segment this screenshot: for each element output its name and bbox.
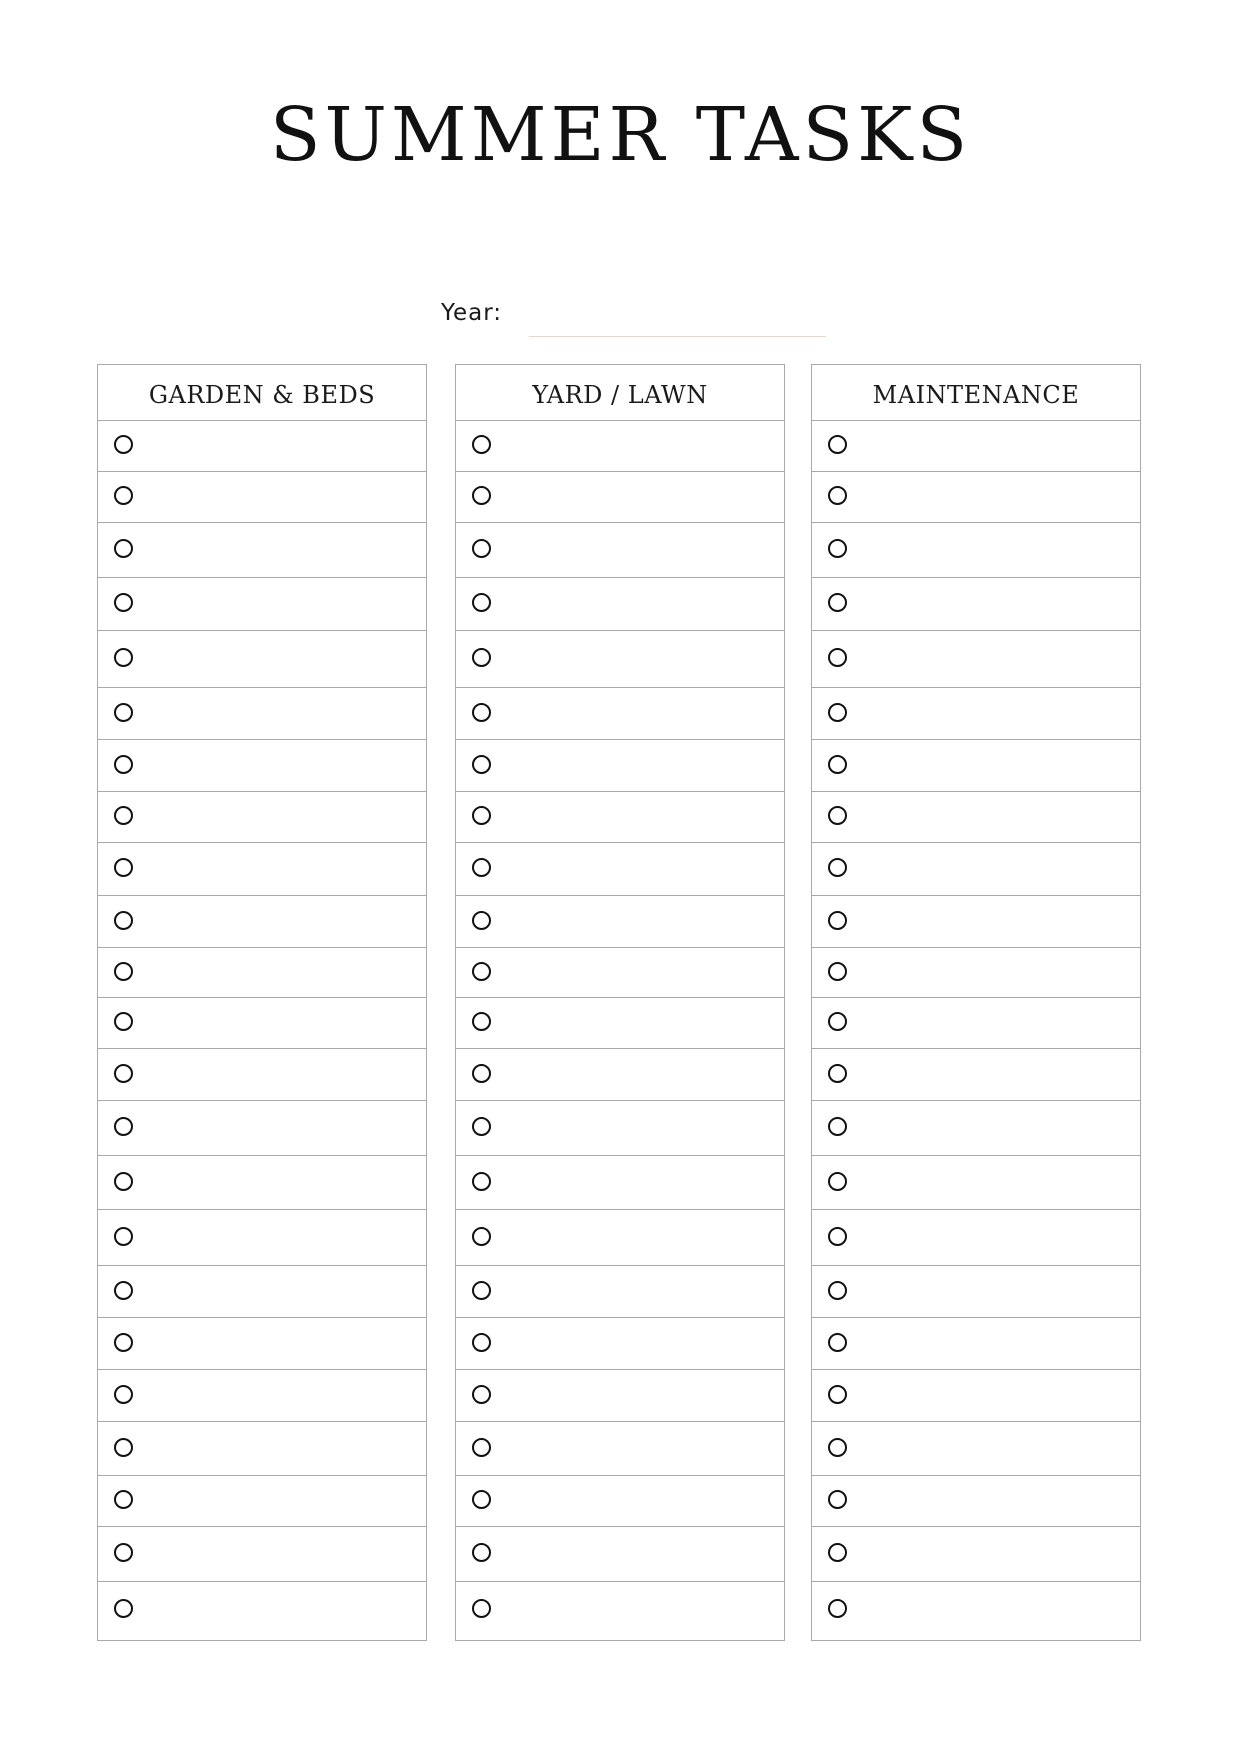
circle-checkbox-icon[interactable]	[828, 1438, 847, 1457]
circle-checkbox-icon[interactable]	[114, 755, 133, 774]
circle-checkbox-icon[interactable]	[472, 1012, 491, 1031]
circle-checkbox-icon[interactable]	[472, 593, 491, 612]
task-row[interactable]	[812, 578, 1140, 631]
task-list	[812, 421, 1140, 1638]
circle-checkbox-icon[interactable]	[828, 1012, 847, 1031]
task-row[interactable]	[812, 523, 1140, 578]
circle-checkbox-icon[interactable]	[114, 1012, 133, 1031]
task-row[interactable]	[98, 1266, 426, 1318]
circle-checkbox-icon[interactable]	[472, 1385, 491, 1404]
task-row[interactable]	[456, 1049, 784, 1101]
task-row[interactable]	[812, 1422, 1140, 1476]
task-row[interactable]	[98, 1156, 426, 1210]
task-row[interactable]	[98, 421, 426, 472]
circle-checkbox-icon[interactable]	[472, 1064, 491, 1083]
page-title: SUMMER TASKS	[269, 92, 972, 178]
circle-checkbox-icon[interactable]	[114, 962, 133, 981]
circle-checkbox-icon[interactable]	[472, 539, 491, 558]
circle-checkbox-icon[interactable]	[828, 755, 847, 774]
task-row[interactable]	[456, 1476, 784, 1527]
circle-checkbox-icon[interactable]	[472, 1172, 491, 1191]
task-row[interactable]	[98, 896, 426, 948]
task-row[interactable]	[812, 1582, 1140, 1638]
task-row[interactable]	[812, 688, 1140, 740]
task-row[interactable]	[456, 1370, 784, 1422]
circle-checkbox-icon[interactable]	[114, 648, 133, 667]
task-row[interactable]	[98, 1582, 426, 1638]
task-row[interactable]	[456, 948, 784, 998]
task-row[interactable]	[98, 792, 426, 843]
circle-checkbox-icon[interactable]	[472, 806, 491, 825]
task-list	[98, 421, 426, 1638]
column-yard-lawn	[455, 364, 785, 1641]
task-row[interactable]	[456, 1318, 784, 1370]
task-row[interactable]	[456, 1156, 784, 1210]
column-heading: MAINTENANCE	[812, 365, 1140, 421]
task-row[interactable]	[812, 998, 1140, 1049]
circle-checkbox-icon[interactable]	[114, 1490, 133, 1509]
task-row[interactable]	[98, 948, 426, 998]
circle-checkbox-icon[interactable]	[828, 648, 847, 667]
circle-checkbox-icon[interactable]	[114, 1281, 133, 1300]
task-row[interactable]	[456, 792, 784, 843]
task-row[interactable]	[98, 1210, 426, 1266]
circle-checkbox-icon[interactable]	[828, 962, 847, 981]
task-row[interactable]	[98, 998, 426, 1049]
circle-checkbox-icon[interactable]	[828, 435, 847, 454]
task-row[interactable]	[456, 843, 784, 896]
task-row[interactable]	[812, 631, 1140, 688]
circle-checkbox-icon[interactable]	[828, 539, 847, 558]
circle-checkbox-icon[interactable]	[472, 435, 491, 454]
task-row[interactable]	[812, 1476, 1140, 1527]
circle-checkbox-icon[interactable]	[114, 1227, 133, 1246]
task-row[interactable]	[98, 740, 426, 792]
circle-checkbox-icon[interactable]	[828, 1117, 847, 1136]
task-row[interactable]	[456, 998, 784, 1049]
task-row[interactable]	[812, 421, 1140, 472]
year-field[interactable]	[529, 336, 826, 337]
circle-checkbox-icon[interactable]	[828, 593, 847, 612]
circle-checkbox-icon[interactable]	[472, 1281, 491, 1300]
task-row[interactable]	[456, 578, 784, 631]
task-row[interactable]	[98, 843, 426, 896]
circle-checkbox-icon[interactable]	[828, 806, 847, 825]
circle-checkbox-icon[interactable]	[828, 911, 847, 930]
circle-checkbox-icon[interactable]	[472, 858, 491, 877]
circle-checkbox-icon[interactable]	[472, 703, 491, 722]
task-row[interactable]	[98, 578, 426, 631]
task-row[interactable]	[98, 688, 426, 740]
task-row[interactable]	[812, 1210, 1140, 1266]
task-row[interactable]	[812, 1370, 1140, 1422]
task-row[interactable]	[456, 631, 784, 688]
task-row[interactable]	[98, 1476, 426, 1527]
task-row[interactable]	[456, 688, 784, 740]
circle-checkbox-icon[interactable]	[472, 962, 491, 981]
circle-checkbox-icon[interactable]	[114, 486, 133, 505]
column-heading: GARDEN & BEDS	[98, 365, 426, 421]
task-row[interactable]	[812, 843, 1140, 896]
task-row[interactable]	[812, 792, 1140, 843]
circle-checkbox-icon[interactable]	[828, 1385, 847, 1404]
circle-checkbox-icon[interactable]	[114, 1599, 133, 1618]
task-row[interactable]	[456, 740, 784, 792]
task-row[interactable]	[98, 1049, 426, 1101]
circle-checkbox-icon[interactable]	[828, 1172, 847, 1191]
circle-checkbox-icon[interactable]	[472, 1438, 491, 1457]
circle-checkbox-icon[interactable]	[828, 1227, 847, 1246]
task-row[interactable]	[456, 1266, 784, 1318]
year-label: Year:	[441, 300, 503, 326]
task-row[interactable]	[456, 1527, 784, 1582]
circle-checkbox-icon[interactable]	[114, 1543, 133, 1562]
task-row[interactable]	[98, 1318, 426, 1370]
circle-checkbox-icon[interactable]	[828, 1333, 847, 1352]
circle-checkbox-icon[interactable]	[472, 1599, 491, 1618]
circle-checkbox-icon[interactable]	[828, 1543, 847, 1562]
circle-checkbox-icon[interactable]	[828, 1064, 847, 1083]
task-row[interactable]	[812, 1266, 1140, 1318]
task-row[interactable]	[812, 1101, 1140, 1156]
circle-checkbox-icon[interactable]	[114, 911, 133, 930]
circle-checkbox-icon[interactable]	[114, 1172, 133, 1191]
circle-checkbox-icon[interactable]	[828, 703, 847, 722]
circle-checkbox-icon[interactable]	[114, 1333, 133, 1352]
task-row[interactable]	[98, 1370, 426, 1422]
circle-checkbox-icon[interactable]	[114, 806, 133, 825]
task-row[interactable]	[812, 472, 1140, 523]
task-row[interactable]	[812, 948, 1140, 998]
task-row[interactable]	[812, 896, 1140, 948]
task-row[interactable]	[812, 1318, 1140, 1370]
task-row[interactable]	[98, 631, 426, 688]
circle-checkbox-icon[interactable]	[114, 539, 133, 558]
circle-checkbox-icon[interactable]	[114, 593, 133, 612]
circle-checkbox-icon[interactable]	[472, 1227, 491, 1246]
task-row[interactable]	[98, 472, 426, 523]
task-list	[456, 421, 784, 1638]
task-row[interactable]	[456, 896, 784, 948]
task-row[interactable]	[98, 1527, 426, 1582]
task-row[interactable]	[456, 1582, 784, 1638]
circle-checkbox-icon[interactable]	[114, 435, 133, 454]
circle-checkbox-icon[interactable]	[114, 858, 133, 877]
task-row[interactable]	[812, 1049, 1140, 1101]
circle-checkbox-icon[interactable]	[114, 703, 133, 722]
task-row[interactable]	[98, 523, 426, 578]
circle-checkbox-icon[interactable]	[472, 1490, 491, 1509]
circle-checkbox-icon[interactable]	[828, 1490, 847, 1509]
circle-checkbox-icon[interactable]	[114, 1117, 133, 1136]
circle-checkbox-icon[interactable]	[828, 1281, 847, 1300]
circle-checkbox-icon[interactable]	[114, 1438, 133, 1457]
column-maintenance	[811, 364, 1141, 1641]
circle-checkbox-icon[interactable]	[828, 486, 847, 505]
circle-checkbox-icon[interactable]	[472, 1543, 491, 1562]
column-heading: YARD / LAWN	[456, 365, 784, 421]
circle-checkbox-icon[interactable]	[472, 1333, 491, 1352]
column-garden-beds	[97, 364, 427, 1641]
task-row[interactable]	[456, 421, 784, 472]
task-row[interactable]	[98, 1422, 426, 1476]
task-row[interactable]	[812, 1156, 1140, 1210]
circle-checkbox-icon[interactable]	[472, 1117, 491, 1136]
circle-checkbox-icon[interactable]	[472, 648, 491, 667]
task-row[interactable]	[456, 1422, 784, 1476]
circle-checkbox-icon[interactable]	[828, 1599, 847, 1618]
task-row[interactable]	[98, 1101, 426, 1156]
circle-checkbox-icon[interactable]	[828, 858, 847, 877]
circle-checkbox-icon[interactable]	[472, 755, 491, 774]
task-row[interactable]	[812, 1527, 1140, 1582]
circle-checkbox-icon[interactable]	[114, 1385, 133, 1404]
circle-checkbox-icon[interactable]	[114, 1064, 133, 1083]
task-row[interactable]	[456, 472, 784, 523]
task-row[interactable]	[456, 1210, 784, 1266]
circle-checkbox-icon[interactable]	[472, 486, 491, 505]
circle-checkbox-icon[interactable]	[472, 911, 491, 930]
task-row[interactable]	[456, 1101, 784, 1156]
task-row[interactable]	[456, 523, 784, 578]
task-row[interactable]	[812, 740, 1140, 792]
